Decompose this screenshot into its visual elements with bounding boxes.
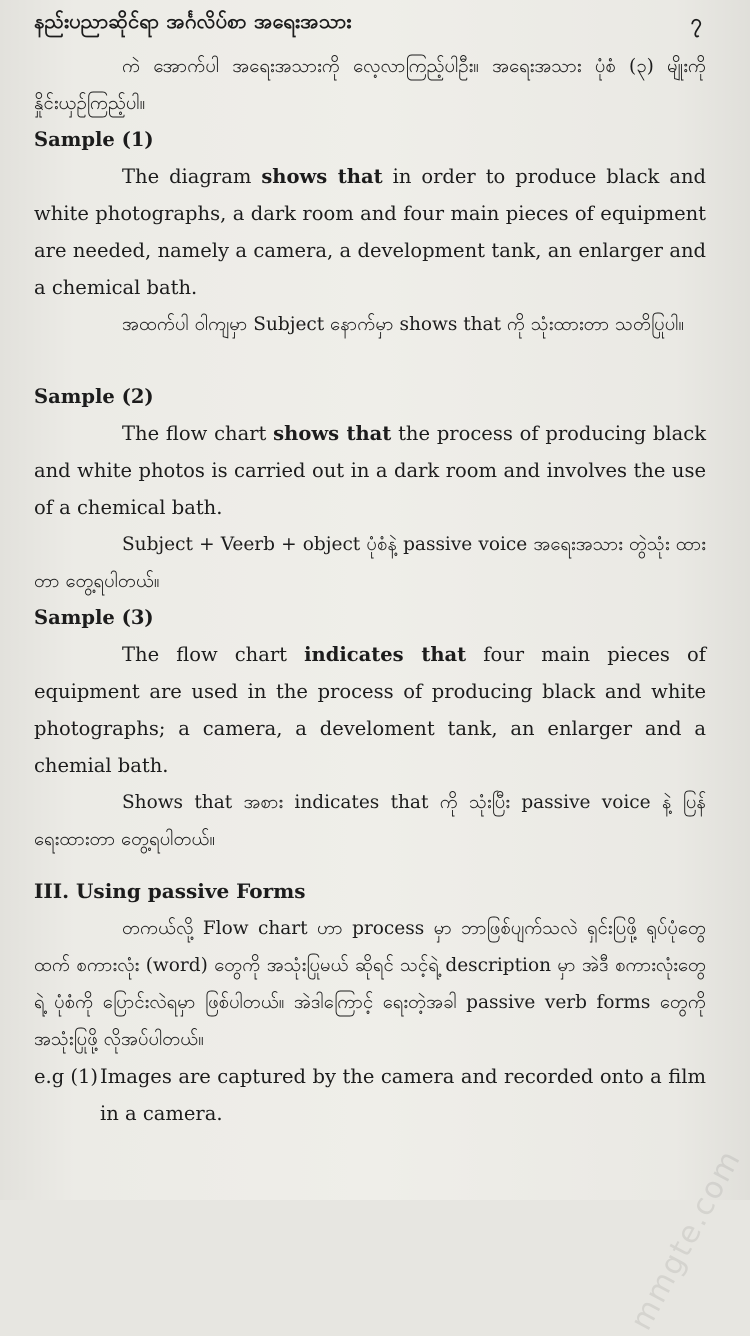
sample-2-note: Subject + Veerb + object ပုံစံနဲ့ passive voice အရေးအသား တွဲသုံး ထားတာ တွေ့ရပါတယ်။ (34, 534, 706, 592)
sample-2-heading: Sample (2) (34, 385, 154, 408)
sample-1-text-b: in order to produce black and white photographs, a dark room and four main pieces of equipment are needed, namely a camera, a development tank, an enlarger and a chemical bath. (34, 165, 706, 299)
example-1-text: Images are captured by the camera and recorded onto a film in a camera. (100, 1065, 706, 1125)
sample-1-keyword: shows that (261, 165, 383, 188)
sample-2-text-a: The flow chart (122, 422, 274, 445)
sample-2-keyword: shows that (273, 422, 392, 445)
sample-3-paragraph (34, 636, 706, 784)
page-number: ၇ (690, 9, 702, 33)
running-title: နည်းပညာဆိုင်ရာ အင်္ဂလိပ်စာ အရေးအသား (34, 9, 352, 33)
section-3-heading: III. Using passive Forms (34, 879, 306, 903)
sample-1-text-a: The diagram (122, 165, 262, 188)
watermark: mmgte.com (623, 1143, 748, 1336)
sample-3-text-a: The flow chart (122, 643, 305, 666)
page-header (34, 8, 706, 48)
sample-3-note: Shows that အစား indicates that ကို သုံးပြီး passive voice နဲ့ ပြန်ရေးထားတာ တွေ့ရပါတယ်။ (34, 792, 706, 850)
example-1 (34, 1058, 706, 1132)
section-3-paragraph: တကယ်လို့ Flow chart ဟာ process မှာ ဘာဖြစ်ပျက်သလဲ ရှင်းပြဖို့ ရုပ်ပုံတွေထက် စကားလုံး (word) တွေကို အသုံးပြုမယ် ဆိုရင် သင့်ရဲ့ description မှာ အဲဒီ စကားလုံးတွေရဲ့ ပုံစံကို ပြောင်းလဲရမှာ ဖြစ်ပါတယ်။ အဲဒါကြောင့် ရေးတဲ့အခါ passive verb forms တွေကို အသုံးပြုဖို့ လိုအပ်ပါတယ်။ (34, 918, 706, 1050)
intro-paragraph: ကဲ အောက်ပါ အရေးအသားကို လေ့လာကြည့်ပါဦး။ အရေးအသား ပုံစံ (၃) မျိုးကို နှိုင်းယှဉ်ကြည့်ပါ။ (34, 56, 706, 114)
sample-2-text-b: the process of producing black and white photos is carried out in a dark room and involves the use of a chemical bath. (34, 422, 707, 519)
sample-2-paragraph (34, 415, 706, 526)
sample-1-heading: Sample (1) (34, 128, 154, 151)
example-1-label: e.g (1) (34, 1065, 99, 1088)
sample-1-paragraph (34, 158, 706, 306)
sample-3-keyword: indicates that (304, 643, 467, 666)
sample-3-heading: Sample (3) (34, 606, 154, 629)
sample-1-note: အထက်ပါ ဝါကျမှာ Subject နောက်မှာ shows that ကို သုံးထားတာ သတိပြုပါ။ (122, 314, 685, 335)
sample-3-text-b: four main pieces of equipment are used in the process of producing black and white photographs; a camera, a develoment tank, an enlarger and a chemial bath. (34, 643, 706, 777)
